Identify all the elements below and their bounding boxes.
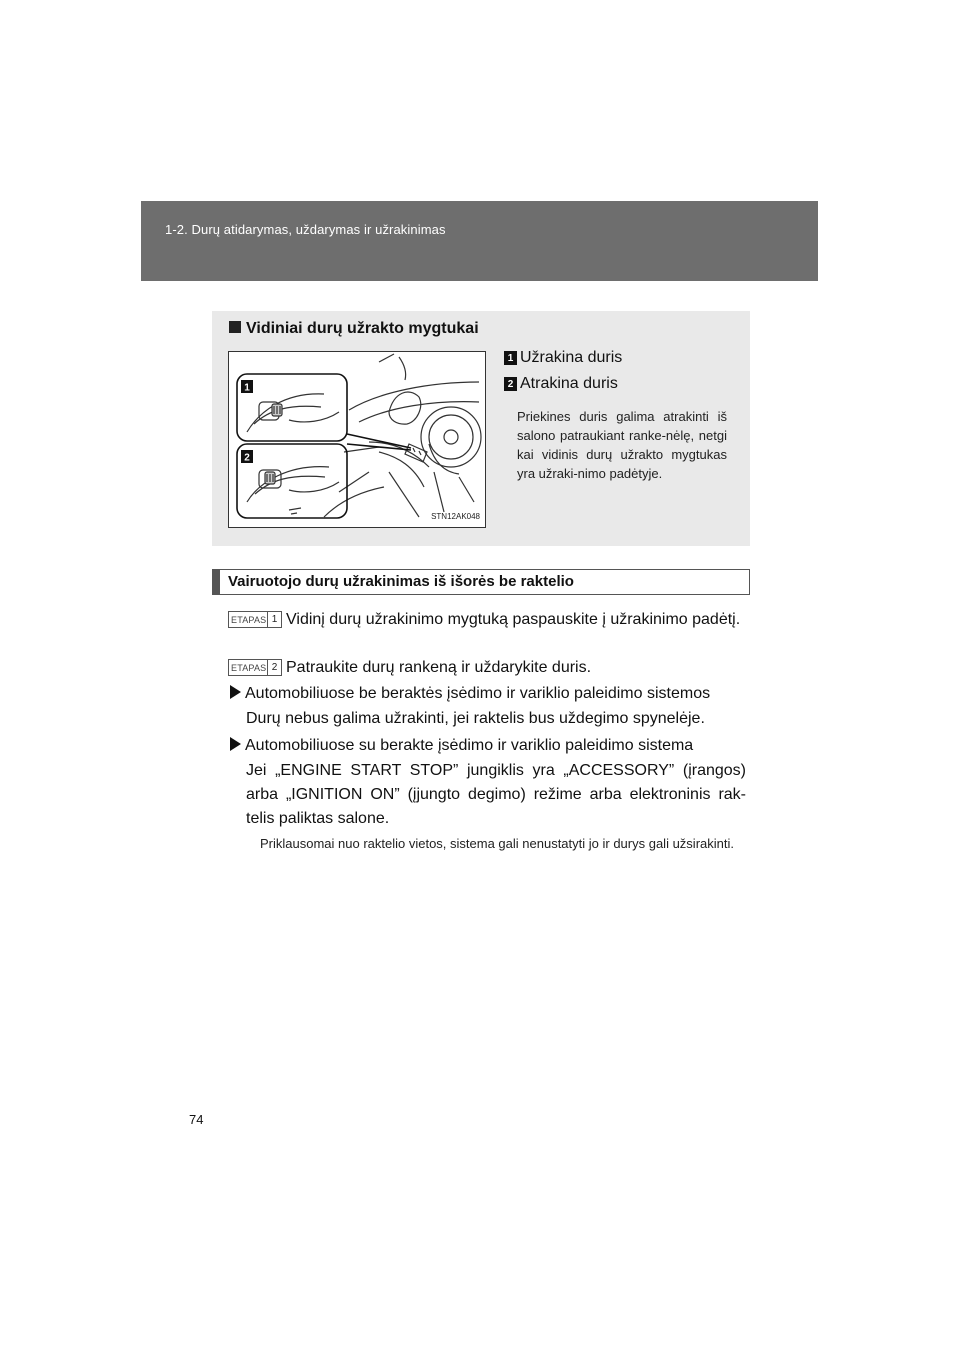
- bullet-smart-key: Automobiliuose su berakte įsėdimo ir variklio paleidimo sistema: [230, 737, 693, 755]
- step-text: Vidinį durų užrakinimo mygtuką paspauskite į užrakinimo padėtį.: [286, 611, 741, 628]
- callout-2-number: 2: [244, 452, 250, 464]
- legend-number-2: 2: [504, 377, 517, 391]
- legend-number-1: 1: [504, 351, 517, 365]
- section-title: Vairuotojo durų užrakinimas iš išorės be raktelio: [228, 573, 574, 590]
- car-interior-drawing: [229, 352, 485, 527]
- legend-item-unlock: [504, 375, 618, 393]
- page-number: 74: [189, 1112, 204, 1127]
- legend-item-lock: [504, 349, 622, 367]
- section-note: Priklausomai nuo raktelio vietos, sistema gali nenustatyti jo ir durys gali užsirakinti.: [260, 836, 734, 851]
- bullet-text: Jei „ENGINE START STOP” jungiklis yra „ACCESSORY” (įrangos) arba „IGNITION ON” (įjungto degimo) režime arba elektroninis rak-telis paliktas salone.: [246, 762, 746, 827]
- callout-1-number: 1: [244, 382, 250, 394]
- triangle-bullet-icon: [230, 737, 241, 751]
- legend-label: Atrakina duris: [520, 375, 618, 392]
- figure-code: STN12AK048: [431, 512, 480, 521]
- legend-label: Užrakina duris: [520, 349, 623, 366]
- info-box: [212, 311, 750, 546]
- info-box-note: Priekines duris galima atrakinti iš salono patraukiant ranke-nėlę, netgi kai vidinis durų užrakto mygtukas yra užraki-nimo padėtyje.: [517, 409, 727, 481]
- door-lock-illustration: [228, 351, 486, 528]
- triangle-bullet-icon: [230, 685, 241, 699]
- step-badge: ETAPAS 1: [228, 611, 282, 628]
- info-box-title: Vidiniai durų užrakto mygtukai: [229, 320, 479, 338]
- step-text: Patraukite durų rankeną ir uždarykite duris.: [286, 659, 592, 676]
- bullet-no-smart-key: Automobiliuose be beraktės įsėdimo ir variklio paleidimo sistemos: [230, 685, 710, 703]
- heading-accent: [213, 570, 220, 594]
- chapter-title: 1-2. Durų atidarymas, uždarymas ir užrakinimas: [165, 222, 446, 237]
- square-bullet-icon: [229, 321, 241, 333]
- bullet-text: Durų nebus galima užrakinti, jei raktelis bus uždegimo spynelėje.: [246, 710, 705, 727]
- section-heading: [212, 569, 750, 595]
- chapter-header: [141, 201, 818, 281]
- step-badge: ETAPAS 2: [228, 659, 282, 676]
